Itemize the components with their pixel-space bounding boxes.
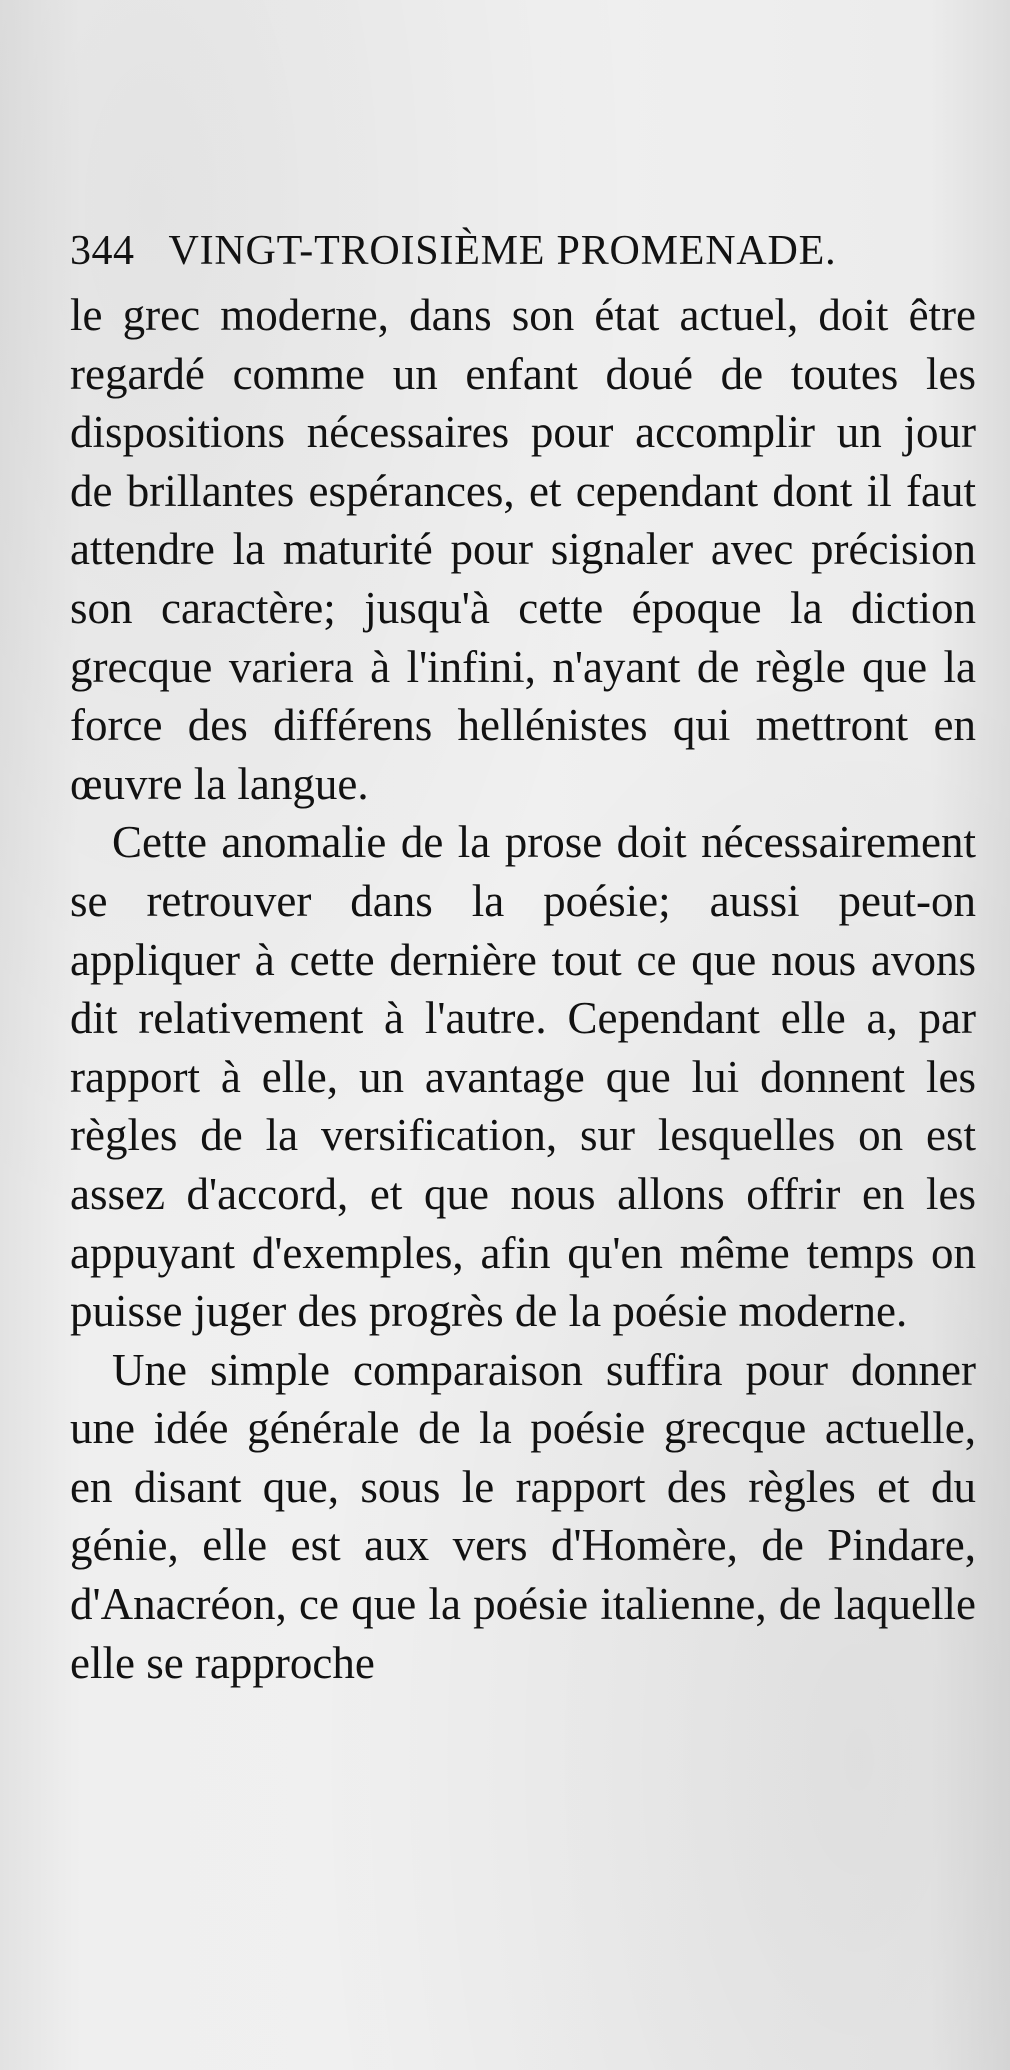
page-content	[70, 222, 976, 1692]
paragraph: Cette anomalie de la prose doit nécessairement se retrouver dans la poésie; aussi peut-on appliquer à cette dernière tout ce que nous avons dit relativement à l'autre. Cependant elle a, par rapport à elle, un avantage que lui donnent les règles de la versification, sur lesquelles on est assez d'accord, et que nous allons offrir en les appuyant d'exemples, afin qu'en même temps on puisse juger des progrès de la poésie moderne.	[70, 817, 976, 1337]
page-number: 344	[70, 228, 135, 274]
body-text	[70, 286, 976, 1692]
running-header	[70, 222, 976, 286]
running-title: VINGT-TROISIÈME PROMENADE.	[168, 228, 837, 274]
paragraph: le grec moderne, dans son état actuel, doit être regardé comme un enfant doué de toutes les dispositions nécessaires pour accomplir un jour de brillantes espérances, et cependant dont il faut attendre la maturité pour signaler avec précision son caractère; jusqu'à cette époque la diction grecque variera à l'infini, n'ayant de règle que la force des différens hellénistes qui mettront en œuvre la langue.	[70, 290, 976, 809]
paragraph: Une simple comparaison suffira pour donner une idée générale de la poésie grecque actuelle, en disant que, sous le rapport des règles et du génie, elle est aux vers d'Homère, de Pindare, d'Anacréon, ce que la poésie italienne, de laquelle elle se rapproche	[70, 1344, 976, 1688]
